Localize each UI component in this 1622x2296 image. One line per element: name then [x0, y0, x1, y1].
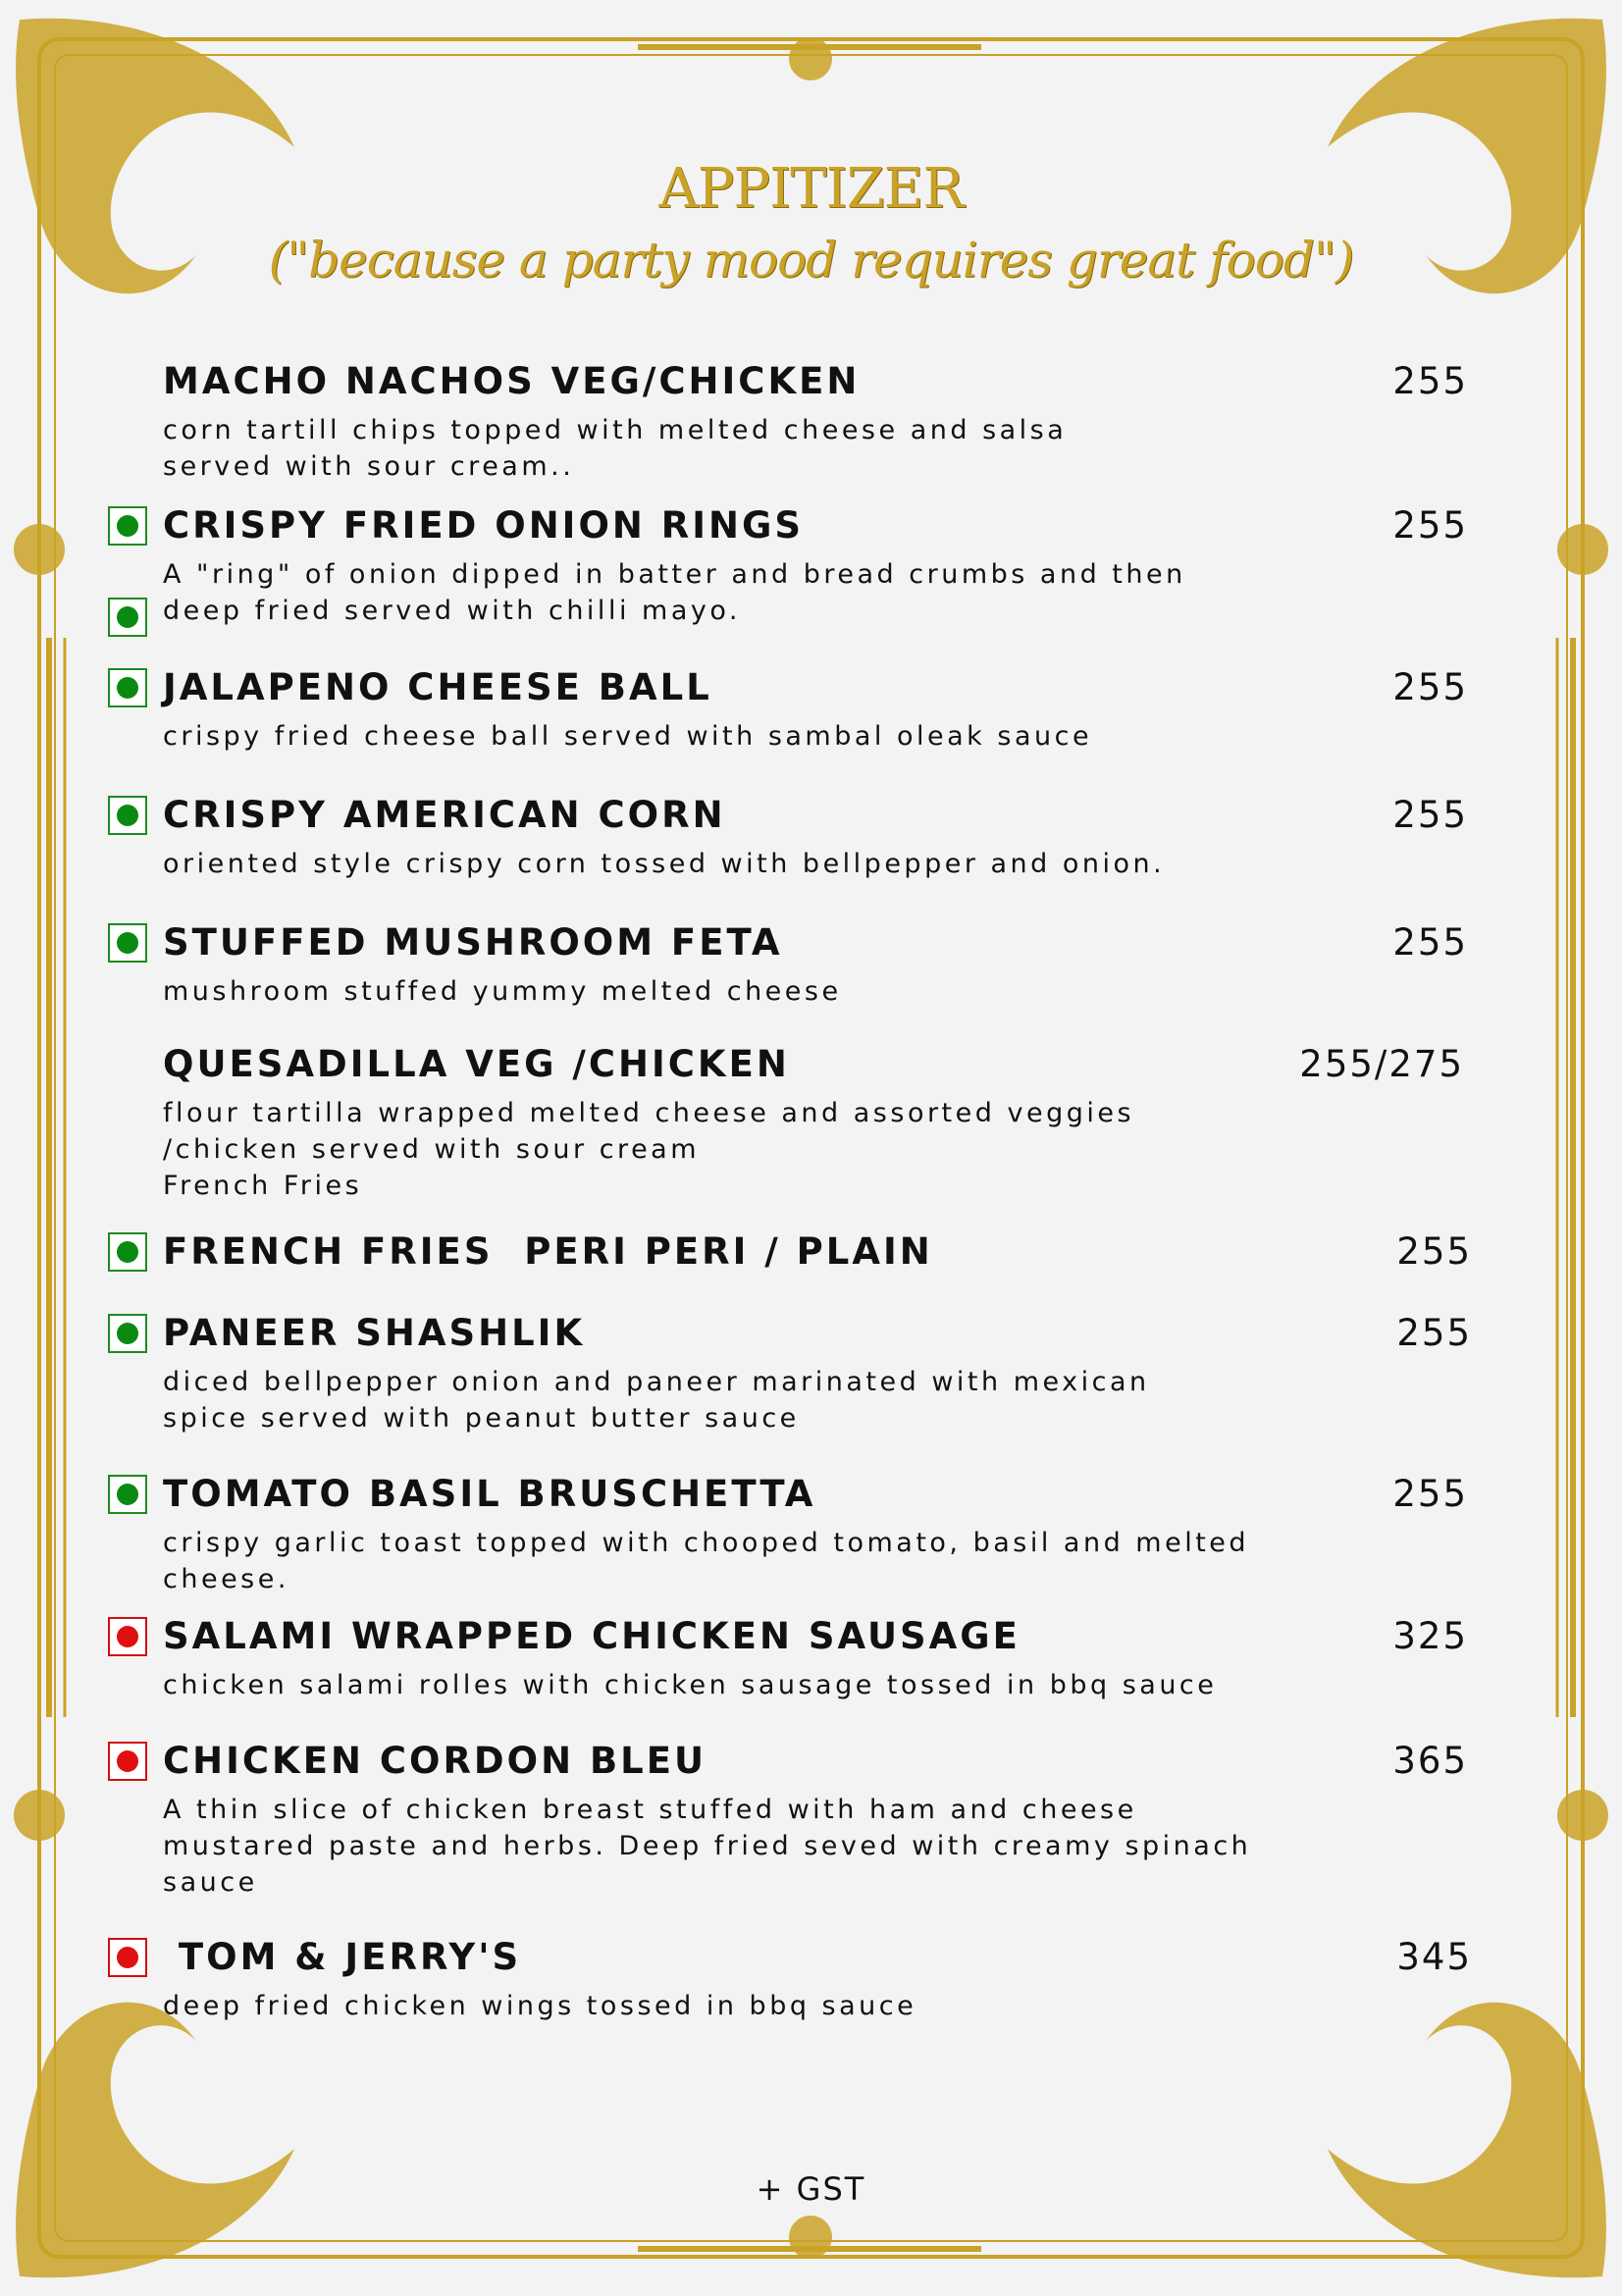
menu-item — [163, 1737, 1468, 1901]
item-name: PANEER SHASHLIK — [163, 1312, 586, 1354]
item-name: SALAMI WRAPPED CHICKEN SAUSAGE — [163, 1615, 1020, 1657]
item-description: flour tartilla wrapped melted cheese and assorted veggies /chicken served with sour cream French Fries — [163, 1098, 1135, 1201]
menu-item — [163, 1309, 1472, 1436]
item-price: 255 — [1392, 794, 1468, 836]
menu-item — [163, 501, 1468, 629]
menu-item — [163, 791, 1468, 882]
item-name: QUESADILLA VEG /CHICKEN — [163, 1043, 790, 1085]
veg-icon — [108, 1314, 147, 1353]
menu-item — [163, 1933, 1472, 2024]
item-description: corn tartill chips topped with melted cheese and salsa served with sour cream.. — [163, 415, 1068, 482]
item-description: crispy fried cheese ball served with sambal oleak sauce — [163, 721, 1093, 752]
item-price: 255 — [1392, 360, 1468, 402]
menu-item — [163, 1040, 1468, 1204]
item-price: 365 — [1392, 1740, 1468, 1782]
item-description: crispy garlic toast topped with chooped tomato, basil and melted cheese. — [163, 1528, 1250, 1594]
item-price: 255 — [1392, 1473, 1468, 1515]
non-veg-icon — [108, 1742, 147, 1781]
item-name: FRENCH FRIES PERI PERI / PLAIN — [163, 1230, 933, 1273]
tax-note: + GST — [756, 2170, 866, 2208]
item-description: oriented style crispy corn tossed with bellpepper and onion. — [163, 849, 1166, 879]
veg-icon — [108, 796, 147, 835]
item-description: chicken salami rolles with chicken sausage tossed in bbq sauce — [163, 1670, 1218, 1700]
item-price: 255 — [1396, 1312, 1472, 1354]
menu-item — [163, 1612, 1468, 1703]
item-price: 255 — [1392, 504, 1468, 547]
item-description: A thin slice of chicken breast stuffed with ham and cheese mustared paste and herbs. Deep fried seved with creamy spinach sauce — [163, 1795, 1252, 1898]
item-price: 255 — [1392, 666, 1468, 708]
item-name: CRISPY AMERICAN CORN — [163, 794, 726, 836]
item-name: MACHO NACHOS VEG/CHICKEN — [163, 360, 861, 402]
menu-item — [163, 663, 1468, 755]
item-price: 255 — [1396, 1230, 1472, 1273]
menu-item — [163, 1470, 1468, 1597]
menu-item — [163, 918, 1468, 1010]
item-description: deep fried chicken wings tossed in bbq sauce — [163, 1991, 917, 2021]
veg-icon — [108, 1232, 147, 1272]
item-name: TOM & JERRY'S — [163, 1936, 522, 1978]
item-description: A "ring" of onion dipped in batter and bread crumbs and then deep fried served with chilli mayo. — [163, 559, 1186, 626]
item-price: 255/275 — [1299, 1043, 1464, 1085]
veg-icon — [108, 506, 147, 546]
veg-icon — [108, 1475, 147, 1514]
menu-item — [163, 1227, 1472, 1282]
item-price: 255 — [1392, 921, 1468, 964]
item-price: 325 — [1392, 1615, 1468, 1657]
veg-icon — [108, 668, 147, 707]
veg-icon — [108, 598, 147, 637]
section-subtitle: ("because a party mood requires great food") — [268, 232, 1354, 288]
item-name: STUFFED MUSHROOM FETA — [163, 921, 783, 964]
item-name: TOMATO BASIL BRUSCHETTA — [163, 1473, 816, 1515]
non-veg-icon — [108, 1938, 147, 1977]
veg-icon — [108, 923, 147, 963]
non-veg-icon — [108, 1617, 147, 1656]
item-name: JALAPENO CHEESE BALL — [163, 666, 712, 708]
menu-item — [163, 357, 1468, 485]
item-description: diced bellpepper onion and paneer marinated with mexican spice served with peanut butter sauce — [163, 1367, 1150, 1434]
section-title: APPITIZER — [658, 157, 964, 221]
item-name: CRISPY FRIED ONION RINGS — [163, 504, 804, 547]
item-price: 345 — [1396, 1936, 1472, 1978]
item-description: mushroom stuffed yummy melted cheese — [163, 976, 842, 1007]
item-name: CHICKEN CORDON BLEU — [163, 1740, 707, 1782]
